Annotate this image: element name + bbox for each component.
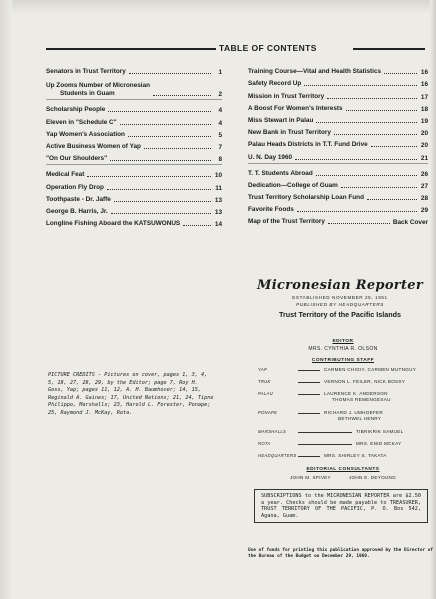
toc-entry-title-line1: Up Zooms Number of Micronesian: [46, 82, 151, 90]
toc-entry-page: 13: [214, 196, 222, 204]
toc-entry-title: Favorite Foods: [248, 206, 294, 214]
toc-entry-page: 13: [214, 208, 222, 216]
staff-names: VERNON L. FEILER, NICK BOSSY: [324, 379, 406, 384]
toc-entry[interactable]: [248, 202, 428, 214]
toc-entry[interactable]: [248, 125, 428, 137]
toc-leader: [153, 94, 211, 96]
toc-rule-left: [46, 48, 216, 50]
staff-location: MARSHALLS: [258, 429, 287, 434]
published-by-line: PUBLISHED BY HEADQUARTERS: [296, 302, 384, 307]
toc-entry[interactable]: [46, 192, 222, 204]
staff-leader-line: [298, 443, 352, 445]
toc-entry-page: 17: [420, 93, 428, 101]
toc-entry[interactable]: [46, 216, 222, 228]
staff-leader-line: [298, 455, 320, 457]
toc-entry-page: 1: [218, 69, 222, 77]
staff-name-line2: THOMAS REMENGESAU: [332, 397, 391, 402]
toc-entry-page: 14: [214, 221, 222, 229]
toc-entry-page: 18: [420, 105, 428, 113]
toc-entry-page: 16: [420, 69, 428, 77]
toc-entry[interactable]: [248, 101, 428, 113]
toc-entry[interactable]: [248, 64, 428, 76]
toc-leader: [295, 158, 417, 160]
staff-row: [258, 410, 428, 429]
staff-row: [258, 441, 428, 453]
toc-entry-title: Miss Stewart in Palau: [248, 116, 314, 124]
staff-row: [258, 391, 428, 410]
picture-credits: PICTURE CREDITS - Pictures on cover, pages 1, 3, 4, 5, 18, 27, 28, 29, by the Editor; page 7, Roy H. Goss, Yap; pages 11, 12, A. H. Baumhover; 14, 15, Reginald A. Gaines; 17, United Nations; 21, 24, Tipne Philippo, Marshalls; 23, Harold L. Forester, Ponape; 25, Raymond J. McKay, Rota.: [48, 372, 214, 416]
staff-names: MRS. ENID MCKAY: [356, 441, 402, 446]
contributing-staff-heading: CONTRIBUTING STAFF: [311, 358, 375, 363]
staff-leader-line: [298, 412, 320, 414]
toc-entry-page: 19: [420, 117, 428, 125]
toc-entry[interactable]: [46, 204, 222, 216]
toc-leader: [327, 97, 417, 99]
editorial-consultants-heading: EDITORIAL CONSULTANTS: [306, 467, 380, 472]
consultant-name: JOHN M. SPIVEY: [289, 475, 331, 480]
staff-leader-line: [298, 393, 320, 395]
toc-leader: [328, 222, 390, 224]
toc-header: [30, 44, 425, 54]
toc-entry-title: George B. Harris, Jr.: [46, 207, 108, 215]
toc-divider: [248, 163, 428, 164]
staff-leader-line: [298, 431, 352, 433]
toc-entry-page: 4: [218, 107, 222, 115]
staff-name-line2: BETHWEL HENRY: [338, 416, 382, 421]
staff-names: MRS. SHIRLEY S. TAKATA: [324, 453, 387, 458]
publication-title: Micronesian Reporter: [257, 278, 423, 293]
consultants-row: [258, 475, 428, 480]
toc-entry-page: 20: [420, 142, 428, 150]
toc-leader: [384, 72, 417, 74]
toc-entry-page: 2: [218, 91, 222, 99]
staff-location: YAP: [258, 367, 268, 372]
toc-entry[interactable]: [46, 151, 222, 163]
staff-row: [258, 453, 428, 465]
staff-names: CARMEN CHIGIY, CARMEN MUTNGUY: [324, 367, 417, 372]
masthead: [250, 278, 430, 319]
toc-entry-title: [46, 82, 150, 98]
toc-entry-title: "On Our Shoulders": [46, 155, 108, 163]
staff-names: [324, 410, 383, 422]
staff-names: [324, 391, 391, 403]
toc-entry-title: Senators in Trust Territory: [46, 68, 126, 76]
toc-entry[interactable]: [46, 114, 222, 126]
toc-entry[interactable]: [46, 102, 222, 114]
toc-entry[interactable]: [248, 76, 428, 88]
toc-entry-title: Longline Fishing Aboard the KATSUWONUS: [46, 220, 181, 228]
toc-entry-title: Palau Heads Districts in T.T. Fund Drive: [248, 141, 368, 149]
toc-leader: [108, 110, 211, 112]
staff-name-line1: LAURENCE K. ANDERSON: [324, 391, 388, 396]
consultant-name: JOHN E. DEYOUNG: [348, 475, 397, 480]
toc-entry-page: 10: [214, 172, 222, 180]
toc-entry-title: Map of the Trust Territory: [248, 218, 325, 226]
toc-entry-title: New Bank in Trust Territory: [248, 129, 331, 137]
toc-title: TABLE OF CONTENTS: [219, 43, 317, 53]
toc-entry-title: Medical Feat: [46, 171, 85, 179]
toc-entry[interactable]: [46, 179, 222, 191]
toc-divider: [46, 164, 222, 165]
staff-row: [258, 429, 428, 441]
toc-leader: [183, 224, 211, 226]
toc-entry-page: 20: [420, 130, 428, 138]
toc-entry-title: T. T. Students Abroad: [248, 169, 313, 177]
toc-entry-page: 8: [218, 156, 222, 164]
editor-name: MRS. CYNTHIA R. OLSON: [308, 346, 378, 352]
toc-divider: [46, 99, 222, 100]
toc-leader: [120, 123, 211, 125]
toc-entry-page: 21: [420, 154, 428, 162]
toc-entry-title: Dedication—College of Guam: [248, 181, 338, 189]
toc-entry[interactable]: [46, 139, 222, 151]
toc-leader: [107, 188, 211, 190]
toc-entry-page: 28: [420, 195, 428, 203]
toc-entry-title: Trust Territory Scholarship Loan Fund: [248, 194, 364, 202]
toc-entry-title: U. N. Day 1960: [248, 153, 293, 161]
subscriptions-box: SUBSCRIPTIONS to the MICRONESIAN REPORTER are $2.50 a year. Checks should be made payable to TREASURER, TRUST TERRITORY OF THE PACIFIC, P. O. Box 542, Agana, Guam.: [254, 489, 428, 523]
printing-approval-note: Use of funds for printing this publication approved by the Director of the Bureau of the Budget on December 29, 1960.: [248, 548, 434, 559]
toc-entry[interactable]: [248, 214, 428, 226]
toc-leader: [367, 198, 417, 200]
staff-row: [258, 379, 428, 391]
toc-entry-title: Yap Women's Association: [46, 130, 125, 138]
toc-leader: [316, 121, 417, 123]
toc-entry-page: 4: [218, 119, 222, 127]
toc-entry[interactable]: [248, 178, 428, 190]
toc-entry-title: Active Business Women of Yap: [46, 142, 141, 150]
staff-leader-line: [298, 369, 320, 371]
toc-leader: [114, 200, 211, 202]
toc-leader: [111, 212, 211, 214]
staff-names: TIBRIKRIK SAMUEL: [356, 429, 404, 434]
toc-leader: [87, 175, 211, 177]
staff-location: HEADQUARTERS: [258, 453, 297, 458]
toc-leader: [371, 145, 417, 147]
toc-entry-title: Safety Record Up: [248, 80, 302, 88]
toc-entry-page: Back Cover: [392, 219, 428, 227]
toc-entry-title: Operation Fly Drop: [46, 183, 104, 191]
staff-box: [258, 339, 428, 480]
established-line: ESTABLISHED NOVEMBER 25, 1951: [292, 295, 388, 300]
toc-entry-page: 16: [420, 81, 428, 89]
page-edge-shadow-right: [430, 0, 436, 599]
staff-leader-line: [298, 381, 320, 383]
staff-row: [258, 367, 428, 379]
organization-name: Trust Territory of the Pacific Islands: [278, 310, 402, 319]
toc-rule-right: [353, 48, 425, 50]
toc-entry-page: 27: [420, 182, 428, 190]
toc-left-column: [46, 64, 222, 228]
toc-leader: [110, 159, 211, 161]
toc-entry[interactable]: [46, 167, 222, 179]
toc-entry-page: 11: [215, 184, 222, 192]
staff-name-line1: RICHARD J. UMHOEFER: [324, 410, 384, 415]
toc-leader: [144, 147, 211, 149]
toc-leader: [297, 210, 417, 212]
toc-leader: [334, 133, 417, 135]
toc-entry-title: Scholarship People: [46, 106, 106, 114]
toc-entry-page: 29: [420, 207, 428, 215]
toc-entry-title-line2: Students in Guam: [60, 90, 115, 98]
toc-leader: [128, 135, 211, 137]
editor-heading: EDITOR: [332, 339, 354, 344]
toc-entry[interactable]: [248, 88, 428, 100]
toc-entry[interactable]: [248, 166, 428, 178]
toc-entry[interactable]: [46, 127, 222, 139]
toc-entry[interactable]: [46, 64, 222, 76]
staff-location: PALAU: [258, 391, 273, 396]
toc-entry-title: Toothpaste - Dr. Jaffe: [46, 195, 111, 203]
toc-entry[interactable]: [248, 190, 428, 202]
toc-entry-title: Eleven in "Schedule C": [46, 118, 117, 126]
toc-entry-page: 5: [218, 131, 222, 139]
toc-entry-page: 26: [420, 170, 428, 178]
staff-location: ROTA: [258, 441, 271, 446]
page-edge-shadow-top: [0, 0, 436, 14]
toc-entry[interactable]: [248, 149, 428, 161]
toc-leader: [129, 72, 211, 74]
page-edge-shadow-left: [0, 0, 12, 599]
toc-entry[interactable]: [248, 137, 428, 149]
toc-entry[interactable]: [46, 76, 222, 98]
staff-location: PONAPE: [258, 410, 278, 415]
toc-entry-title: Mission in Trust Territory: [248, 92, 325, 100]
staff-location: TRUK: [258, 379, 271, 384]
toc-entry-title: Training Course—Vital and Health Statistics: [248, 68, 382, 76]
toc-entry-title: A Boost For Women's Interests: [248, 104, 343, 112]
toc-right-column: [248, 64, 428, 226]
toc-leader: [316, 174, 417, 176]
toc-leader: [341, 186, 417, 188]
toc-entry-page: 7: [218, 143, 222, 151]
toc-leader: [304, 84, 417, 86]
toc-entry[interactable]: [248, 113, 428, 125]
toc-leader: [346, 109, 417, 111]
